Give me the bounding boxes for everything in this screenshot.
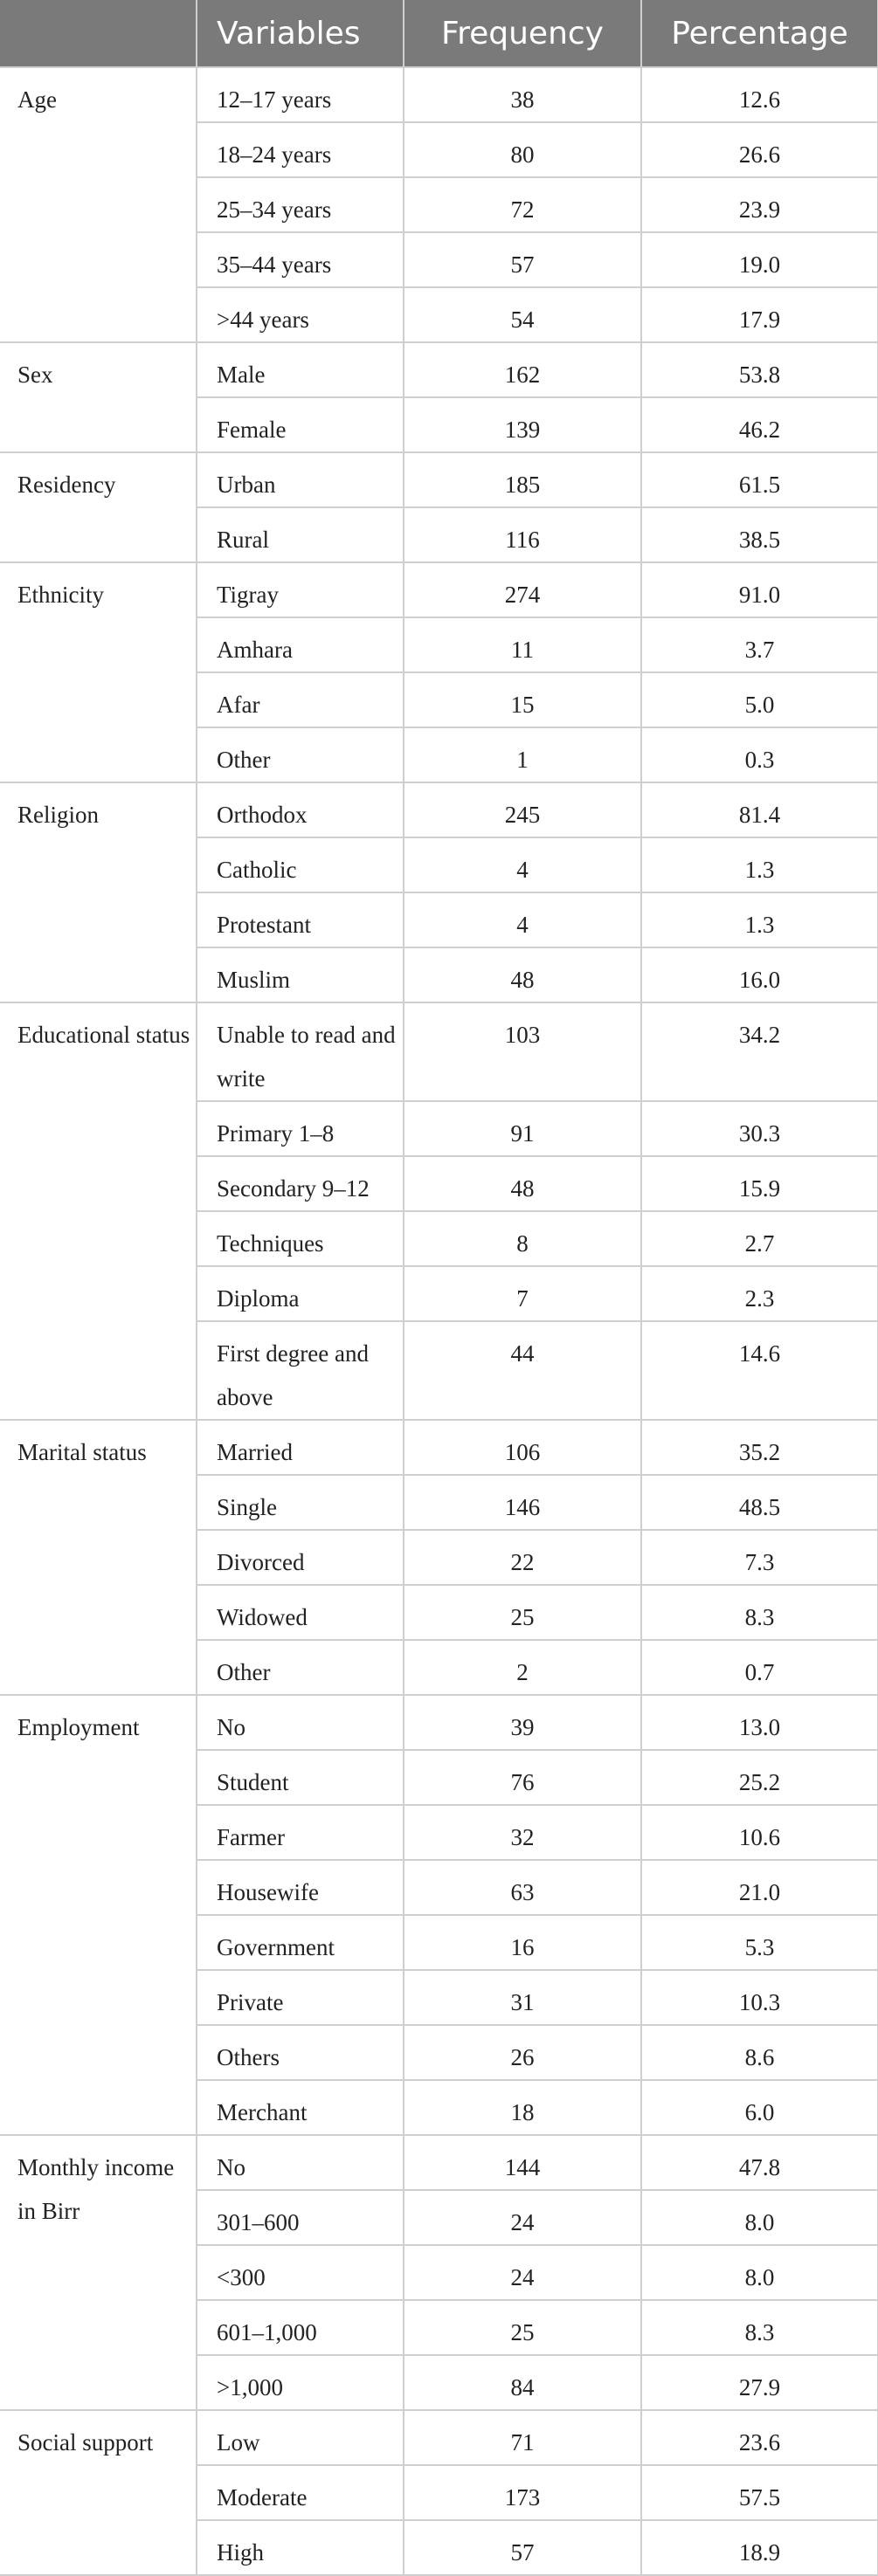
category-label: Protestant (197, 892, 404, 947)
percentage-cell: 0.3 (641, 727, 878, 782)
category-label: Male (197, 342, 404, 397)
category-label: 301–600 (197, 2190, 404, 2245)
category-label: Afar (197, 672, 404, 727)
category-label: Other (197, 1640, 404, 1695)
percentage-cell: 5.3 (641, 1915, 878, 1970)
category-label: >1,000 (197, 2355, 404, 2410)
frequency-cell: 44 (404, 1321, 641, 1420)
percentage-cell: 91.0 (641, 562, 878, 617)
percentage-cell: 19.0 (641, 232, 878, 287)
percentage-cell: 6.0 (641, 2080, 878, 2135)
category-label: 18–24 years (197, 122, 404, 177)
table-row (0, 782, 878, 837)
group-label: Residency (0, 452, 197, 562)
frequency-cell: 144 (404, 2135, 641, 2190)
percentage-cell: 48.5 (641, 1475, 878, 1530)
frequency-cell: 11 (404, 617, 641, 672)
category-label: Secondary 9–12 (197, 1156, 404, 1211)
frequency-cell: 76 (404, 1750, 641, 1805)
frequency-cell: 162 (404, 342, 641, 397)
category-label: Others (197, 2025, 404, 2080)
percentage-cell: 25.2 (641, 1750, 878, 1805)
percentage-cell: 16.0 (641, 947, 878, 1002)
category-label: Primary 1–8 (197, 1101, 404, 1156)
frequency-cell: 91 (404, 1101, 641, 1156)
percentage-cell: 10.6 (641, 1805, 878, 1860)
table-row (0, 452, 878, 507)
category-label: Unable to read and write (197, 1002, 404, 1101)
frequency-cell: 22 (404, 1530, 641, 1585)
category-label: Merchant (197, 2080, 404, 2135)
percentage-cell: 35.2 (641, 1420, 878, 1475)
category-label: Muslim (197, 947, 404, 1002)
category-label: Amhara (197, 617, 404, 672)
frequency-cell: 173 (404, 2465, 641, 2520)
frequency-cell: 185 (404, 452, 641, 507)
frequency-cell: 274 (404, 562, 641, 617)
percentage-cell: 13.0 (641, 1695, 878, 1750)
category-label: Single (197, 1475, 404, 1530)
frequency-cell: 57 (404, 2520, 641, 2575)
frequency-cell: 1 (404, 727, 641, 782)
frequency-cell: 72 (404, 177, 641, 232)
percentage-cell: 81.4 (641, 782, 878, 837)
table-header (0, 0, 878, 67)
category-label: Married (197, 1420, 404, 1475)
percentage-cell: 2.3 (641, 1266, 878, 1321)
group-label: Age (0, 67, 197, 342)
frequency-cell: 146 (404, 1475, 641, 1530)
category-label: Tigray (197, 562, 404, 617)
category-label: Rural (197, 507, 404, 562)
frequency-cell: 245 (404, 782, 641, 837)
percentage-cell: 23.9 (641, 177, 878, 232)
group-label: Educational status (0, 1002, 197, 1420)
category-label: High (197, 2520, 404, 2575)
category-label: >44 years (197, 287, 404, 342)
header-blank (0, 0, 197, 67)
percentage-cell: 26.6 (641, 122, 878, 177)
table-body (0, 67, 878, 2575)
category-label: No (197, 1695, 404, 1750)
frequency-cell: 139 (404, 397, 641, 452)
frequency-cell: 39 (404, 1695, 641, 1750)
frequency-cell: 38 (404, 67, 641, 122)
frequency-cell: 4 (404, 892, 641, 947)
table-row (0, 1420, 878, 1475)
percentage-cell: 15.9 (641, 1156, 878, 1211)
frequency-cell: 15 (404, 672, 641, 727)
group-label: Social support (0, 2410, 197, 2575)
category-label: Low (197, 2410, 404, 2465)
table-row (0, 2135, 878, 2190)
category-label: Student (197, 1750, 404, 1805)
category-label: Farmer (197, 1805, 404, 1860)
percentage-cell: 1.3 (641, 837, 878, 892)
category-label: Housewife (197, 1860, 404, 1915)
table-row (0, 67, 878, 122)
frequency-cell: 2 (404, 1640, 641, 1695)
category-label: Moderate (197, 2465, 404, 2520)
category-label: Female (197, 397, 404, 452)
category-label: Orthodox (197, 782, 404, 837)
table-row (0, 2410, 878, 2465)
header-variables: Variables (197, 0, 404, 67)
percentage-cell: 18.9 (641, 2520, 878, 2575)
category-label: 12–17 years (197, 67, 404, 122)
percentage-cell: 1.3 (641, 892, 878, 947)
frequency-cell: 57 (404, 232, 641, 287)
category-label: First degree and above (197, 1321, 404, 1420)
frequency-cell: 24 (404, 2190, 641, 2245)
header-percentage: Percentage (641, 0, 878, 67)
frequency-cell: 31 (404, 1970, 641, 2025)
category-label: Government (197, 1915, 404, 1970)
category-label: Techniques (197, 1211, 404, 1266)
percentage-cell: 12.6 (641, 67, 878, 122)
frequency-cell: 63 (404, 1860, 641, 1915)
percentage-cell: 38.5 (641, 507, 878, 562)
category-label: Other (197, 727, 404, 782)
group-label: Ethnicity (0, 562, 197, 782)
percentage-cell: 14.6 (641, 1321, 878, 1420)
percentage-cell: 10.3 (641, 1970, 878, 2025)
group-label: Monthly income in Birr (0, 2135, 197, 2410)
frequency-cell: 7 (404, 1266, 641, 1321)
category-label: Widowed (197, 1585, 404, 1640)
group-label: Sex (0, 342, 197, 452)
header-frequency: Frequency (404, 0, 641, 67)
percentage-cell: 21.0 (641, 1860, 878, 1915)
frequency-cell: 71 (404, 2410, 641, 2465)
table-row (0, 562, 878, 617)
category-label: 35–44 years (197, 232, 404, 287)
percentage-cell: 8.0 (641, 2245, 878, 2300)
category-label: Catholic (197, 837, 404, 892)
category-label: <300 (197, 2245, 404, 2300)
frequency-cell: 32 (404, 1805, 641, 1860)
category-label: 25–34 years (197, 177, 404, 232)
category-label: Urban (197, 452, 404, 507)
percentage-cell: 8.6 (641, 2025, 878, 2080)
percentage-cell: 34.2 (641, 1002, 878, 1101)
frequency-cell: 18 (404, 2080, 641, 2135)
category-label: 601–1,000 (197, 2300, 404, 2355)
frequency-cell: 25 (404, 2300, 641, 2355)
header-row (0, 0, 878, 67)
percentage-cell: 61.5 (641, 452, 878, 507)
percentage-cell: 46.2 (641, 397, 878, 452)
percentage-cell: 0.7 (641, 1640, 878, 1695)
percentage-cell: 17.9 (641, 287, 878, 342)
percentage-cell: 23.6 (641, 2410, 878, 2465)
frequency-cell: 103 (404, 1002, 641, 1101)
percentage-cell: 5.0 (641, 672, 878, 727)
frequency-cell: 4 (404, 837, 641, 892)
group-label: Religion (0, 782, 197, 1002)
frequency-cell: 116 (404, 507, 641, 562)
frequency-cell: 84 (404, 2355, 641, 2410)
frequency-cell: 25 (404, 1585, 641, 1640)
frequency-cell: 16 (404, 1915, 641, 1970)
frequency-cell: 48 (404, 1156, 641, 1211)
percentage-cell: 30.3 (641, 1101, 878, 1156)
category-label: No (197, 2135, 404, 2190)
percentage-cell: 8.3 (641, 1585, 878, 1640)
percentage-cell: 47.8 (641, 2135, 878, 2190)
frequency-cell: 24 (404, 2245, 641, 2300)
percentage-cell: 8.0 (641, 2190, 878, 2245)
percentage-cell: 27.9 (641, 2355, 878, 2410)
group-label: Marital status (0, 1420, 197, 1695)
frequency-cell: 106 (404, 1420, 641, 1475)
percentage-cell: 8.3 (641, 2300, 878, 2355)
frequency-cell: 26 (404, 2025, 641, 2080)
frequency-cell: 54 (404, 287, 641, 342)
percentage-cell: 57.5 (641, 2465, 878, 2520)
frequency-cell: 8 (404, 1211, 641, 1266)
frequency-cell: 48 (404, 947, 641, 1002)
category-label: Diploma (197, 1266, 404, 1321)
frequency-cell: 80 (404, 122, 641, 177)
percentage-cell: 2.7 (641, 1211, 878, 1266)
table-row (0, 1695, 878, 1750)
percentage-cell: 3.7 (641, 617, 878, 672)
table-row (0, 1002, 878, 1101)
table-row (0, 342, 878, 397)
group-label: Employment (0, 1695, 197, 2135)
percentage-cell: 7.3 (641, 1530, 878, 1585)
category-label: Divorced (197, 1530, 404, 1585)
category-label: Private (197, 1970, 404, 2025)
percentage-cell: 53.8 (641, 342, 878, 397)
